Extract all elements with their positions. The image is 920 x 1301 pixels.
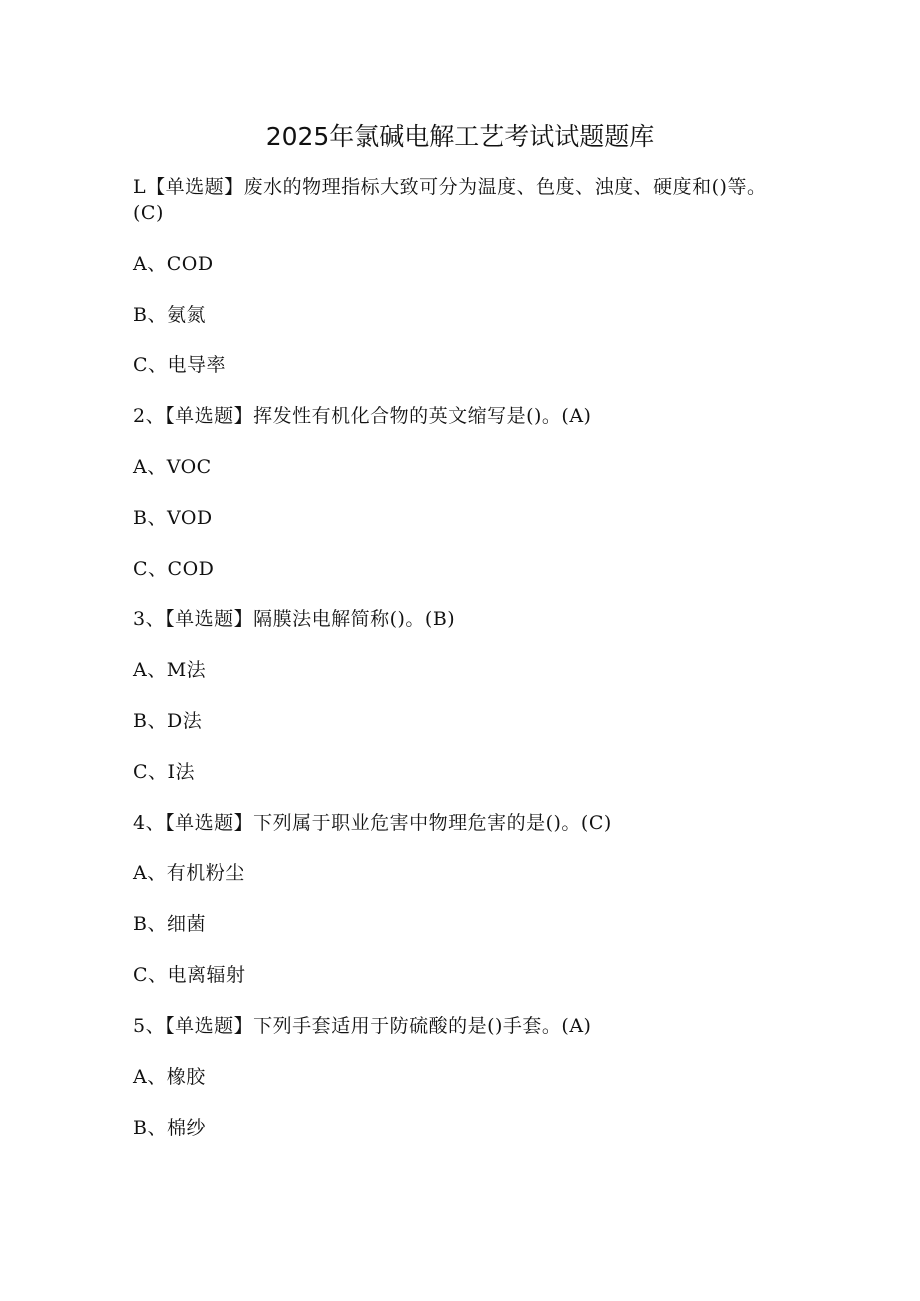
- document-title: 2025年氯碱电解工艺考试试题题库: [265, 122, 655, 151]
- question-5-stem: 5、【单选题】下列手套适用于防硫酸的是()手套。(A): [133, 1015, 592, 1037]
- question-4-option-c: C、电离辐射: [133, 964, 246, 986]
- question-5-option-a: A、橡胶: [133, 1066, 206, 1088]
- question-4-option-b: B、细菌: [133, 913, 206, 935]
- question-4-stem: 4、【单选题】下列属于职业危害中物理危害的是()。(C): [133, 812, 612, 834]
- question-5-option-b: B、棉纱: [133, 1117, 206, 1139]
- question-3-option-b: B、D法: [133, 710, 203, 732]
- question-2-option-b: B、VOD: [133, 507, 213, 529]
- question-1-stem: L【单选题】废水的物理指标大致可分为温度、色度、浊度、硬度和()等。: [133, 176, 767, 198]
- question-3-stem: 3、【单选题】隔膜法电解简称()。(B): [133, 608, 456, 630]
- question-1-answer: (C): [133, 202, 164, 224]
- question-2-stem: 2、【单选题】挥发性有机化合物的英文缩写是()。(A): [133, 405, 592, 427]
- question-2-option-a: A、VOC: [133, 456, 212, 478]
- question-1-option-b: B、氨氮: [133, 304, 206, 326]
- question-3-option-a: A、M法: [133, 659, 207, 681]
- question-1-option-c: C、电导率: [133, 354, 227, 376]
- question-4-option-a: A、有机粉尘: [133, 862, 245, 884]
- question-3-option-c: C、I法: [133, 761, 196, 783]
- question-1-option-a: A、COD: [133, 253, 214, 275]
- question-2-option-c: C、COD: [133, 558, 215, 580]
